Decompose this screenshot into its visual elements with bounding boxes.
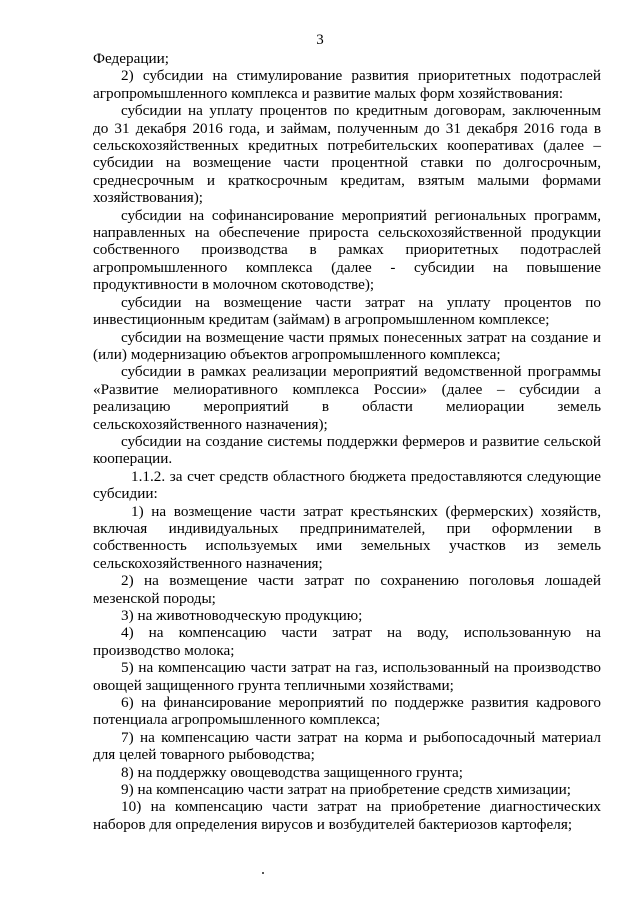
paragraph-1-1-2: 1.1.2. за счет средств областного бюджета предоставляются следующие субсидии: (93, 467, 601, 503)
paragraph-subsidy-direct-costs: субсидии на возмещение части прямых понесенных затрат на создание и (или) модернизацию объектов агропромышленного комплекса; (93, 328, 601, 363)
scan-speck (262, 872, 264, 874)
list-item-9: 9) на компенсацию части затрат на приобретение средств химизации; (121, 781, 572, 799)
paragraph-continuation: Федерации; (93, 50, 169, 67)
paragraph-subsidy-investment-credits: субсидии на возмещение части затрат на уплату процентов по инвестиционным кредитам (займам) в агропромышленном комплексе; (93, 293, 601, 329)
list-item-3: 3) на животноводческую продукцию; (121, 607, 363, 624)
paragraph-subsidy-farmer-support: субсидии на создание системы поддержки фермеров и развитие сельской кооперации. (93, 432, 601, 468)
list-item-6: 6) на финансирование мероприятий по поддержке развития кадрового потенциала агропромышленного комплекса; (93, 694, 601, 729)
list-item-10: 10) на компенсацию части затрат на приобретение диагностических наборов для определения вирусов и возбудителей бактериозов картофеля; (93, 798, 601, 833)
list-item-8: 8) на поддержку овощеводства защищенного грунта; (121, 763, 463, 781)
paragraph-item-2: 2) субсидии на стимулирование развития приоритетных подотраслей агропромышленного комплекса и развитие малых форм хозяйствования: (93, 67, 601, 102)
list-item-5: 5) на компенсацию части затрат на газ, использованный на производство овощей защищенного грунта тепличными хозяйствами; (93, 659, 601, 694)
paragraph-subsidy-interest-small-forms: субсидии на уплату процентов по кредитным договорам, заключенным до 31 декабря 2016 года, и займам, полученным до 31 декабря 2016 года в сельскохозяйственных кредитных потребительских кооперативах (далее – субсидии на возмещение части процентной ставки по долгосрочным, среднесрочным и краткосрочным кредитам, взятым малыми формами хозяйствования); (93, 102, 601, 207)
paragraph-subsidy-cofinancing: субсидии на софинансирование мероприятий региональных программ, направленных на обеспечение прироста сельскохозяйственной продукции собственного производства в рамках приоритетных подотраслей агропромышленного комплекса (далее - субсидии на повышение продуктивности в молочном скотоводстве); (93, 206, 601, 294)
list-item-2: 2) на возмещение части затрат по сохранению поголовья лошадей мезенской породы; (93, 572, 601, 607)
paragraph-subsidy-melioration: субсидии в рамках реализации мероприятий ведомственной программы «Развитие мелиоративного комплекса России» (далее – субсидии а реализацию мероприятий в области мелиорации земель сельскохозяйственного назначения); (93, 363, 601, 433)
page-number: 3 (316, 32, 324, 48)
list-item-1: 1) на возмещение части затрат крестьянских (фермерских) хозяйств, включая индивидуальных предпринимателей, при оформлении в собственность используемых ими земельных участков из земель сельскохозяйственного назначения; (93, 502, 601, 572)
list-item-4: 4) на компенсацию части затрат на воду, использованную на производство молока; (93, 624, 601, 659)
list-item-7: 7) на компенсацию части затрат на корма и рыбопосадочный материал для целей товарного рыбоводства; (93, 728, 601, 764)
body-text (93, 50, 601, 833)
